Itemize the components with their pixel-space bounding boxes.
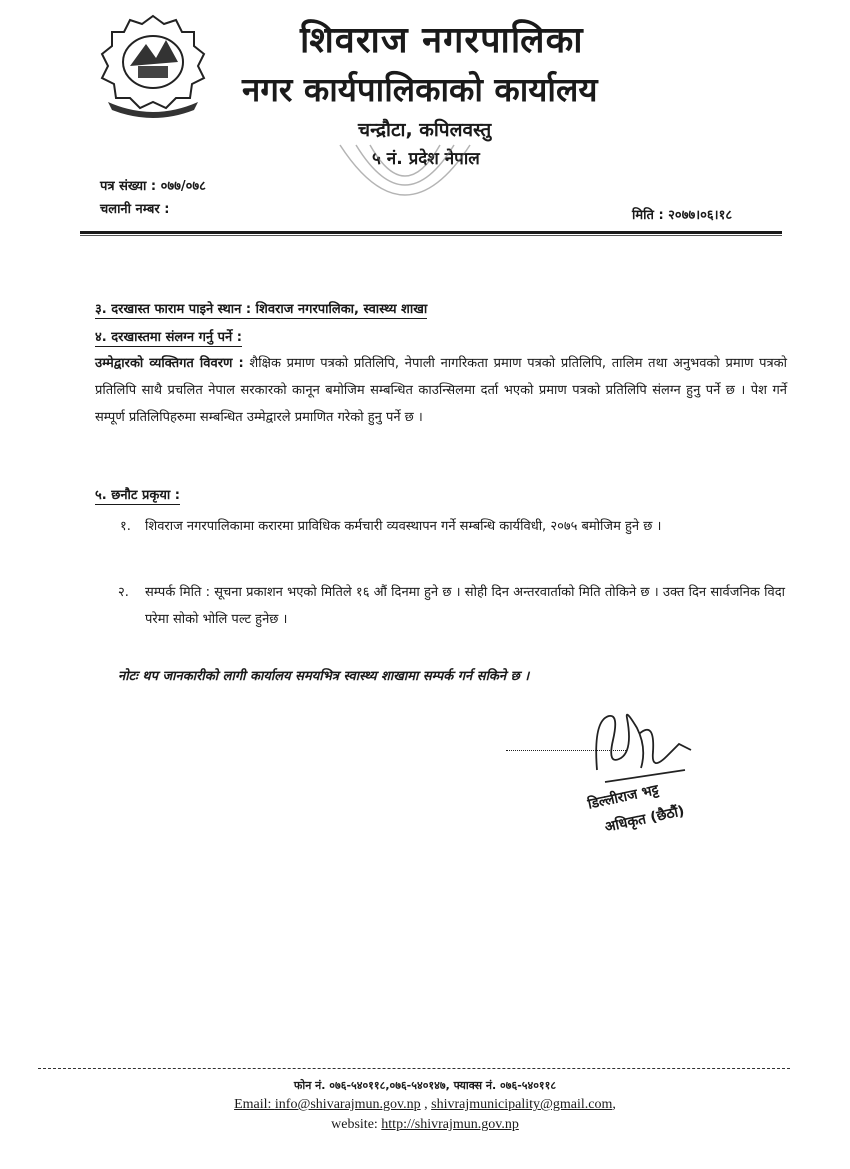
website-link[interactable]: http://shivrajmun.gov.np: [381, 1117, 519, 1132]
footer-phone: फोन नं. ०७६-५४०११८,०७६-५४०१४७, फ्याक्स नं. ०७६-५४०११८: [293, 1079, 557, 1092]
section-4-label: उम्मेद्वारको व्यक्तिगत विवरण :: [95, 356, 244, 371]
email-link-info[interactable]: info@shivarajmun.gov.np: [274, 1097, 421, 1112]
office-stamp: [330, 135, 480, 240]
section-4-heading-text: ४. दरखास्तमा संलग्न गर्नु पर्ने :: [95, 330, 242, 345]
list-item: सम्पर्क मिति : सूचना प्रकाशन भएको मितिले १६ औं दिनमा हुने छ । सोही दिन अन्तरवार्ताको मिति तोकिने छ । उक्त दिन सार्वजनिक विदा परेमा सोको भोलि पल्ट हुनेछ ।: [145, 585, 785, 627]
header-divider-thin: [80, 235, 782, 236]
list-item: शिवराज नगरपालिकामा करारमा प्राविधिक कर्मचारी व्यवस्थापन गर्ने सम्बन्धि कार्यविधी, २०७५ बमोजिम हुने छ ।: [145, 519, 662, 534]
municipality-name: शिवराज नगरपालिका: [300, 20, 584, 61]
municipality-emblem: [94, 10, 212, 118]
footer-divider: [38, 1068, 790, 1069]
email-link-gmail[interactable]: shivrajmunicipality@gmail.com: [431, 1097, 613, 1112]
list-item-number: २.: [118, 585, 129, 600]
section-4-heading: [95, 327, 242, 345]
letter-date: मिति : २०७७।०६।१८: [632, 208, 733, 223]
email-label: Email:: [234, 1097, 275, 1112]
signatory-title: अधिकृत (छैठौं): [603, 803, 686, 836]
note: नोटः थप जानकारीको लागी कार्यालय समयभित्र स्वास्थ्य शाखामा सम्पर्क गर्न सकिने छ ।: [118, 669, 530, 684]
email-end: ,: [612, 1097, 616, 1112]
header-divider: [80, 231, 782, 234]
website-label: website:: [331, 1117, 382, 1132]
section-4-body: शैक्षिक प्रमाण पत्रको प्रतिलिपि, नेपाली नागरिकता प्रमाण पत्रको प्रतिलिपि, तालिम तथा अनुभवको प्रमाण पत्रको प्रतिलिपि साथै प्रचलित नेपाल सरकारको कानून बमोजिम सम्बन्धित काउन्सिलमा दर्ता भएको प्रमाण पत्रको प्रतिलिपि संलग्न हुनु पर्ने छ । पेश गर्ने सम्पूर्ण प्रतिलिपिहरुमा सम्बन्धित उम्मेद्वारले प्रमाणित गरेको हुनु पर्ने छ ।: [95, 356, 788, 425]
office-name: नगर कार्यपालिकाको कार्यालय: [242, 70, 598, 109]
dispatch-number: चलानी नम्बर :: [100, 202, 170, 217]
address-line-1: चन्द्रौटा, कपिलवस्तु: [358, 119, 492, 141]
section-5-heading-text: ५. छनौट प्रकृया :: [95, 488, 181, 503]
address-line-2: ५ नं. प्रदेश नेपाल: [372, 149, 480, 169]
section-3-heading: [95, 299, 427, 317]
section-3-text: ३. दरखास्त फाराम पाइने स्थान : शिवराज नगरपालिका, स्वास्थ्य शाखा: [95, 302, 428, 317]
reference-number: पत्र संख्या : ०७७/०७८: [100, 179, 206, 194]
handwritten-signature: [575, 700, 715, 795]
section-5-heading: [95, 485, 180, 503]
list-item-number: १.: [120, 519, 131, 534]
footer-email-line: [0, 1097, 850, 1113]
footer-website-line: [0, 1117, 850, 1133]
signatory-name: डिल्लीराज भट्ट: [586, 782, 661, 813]
section-4-paragraph: [95, 350, 787, 431]
email-separator: ,: [420, 1097, 432, 1112]
